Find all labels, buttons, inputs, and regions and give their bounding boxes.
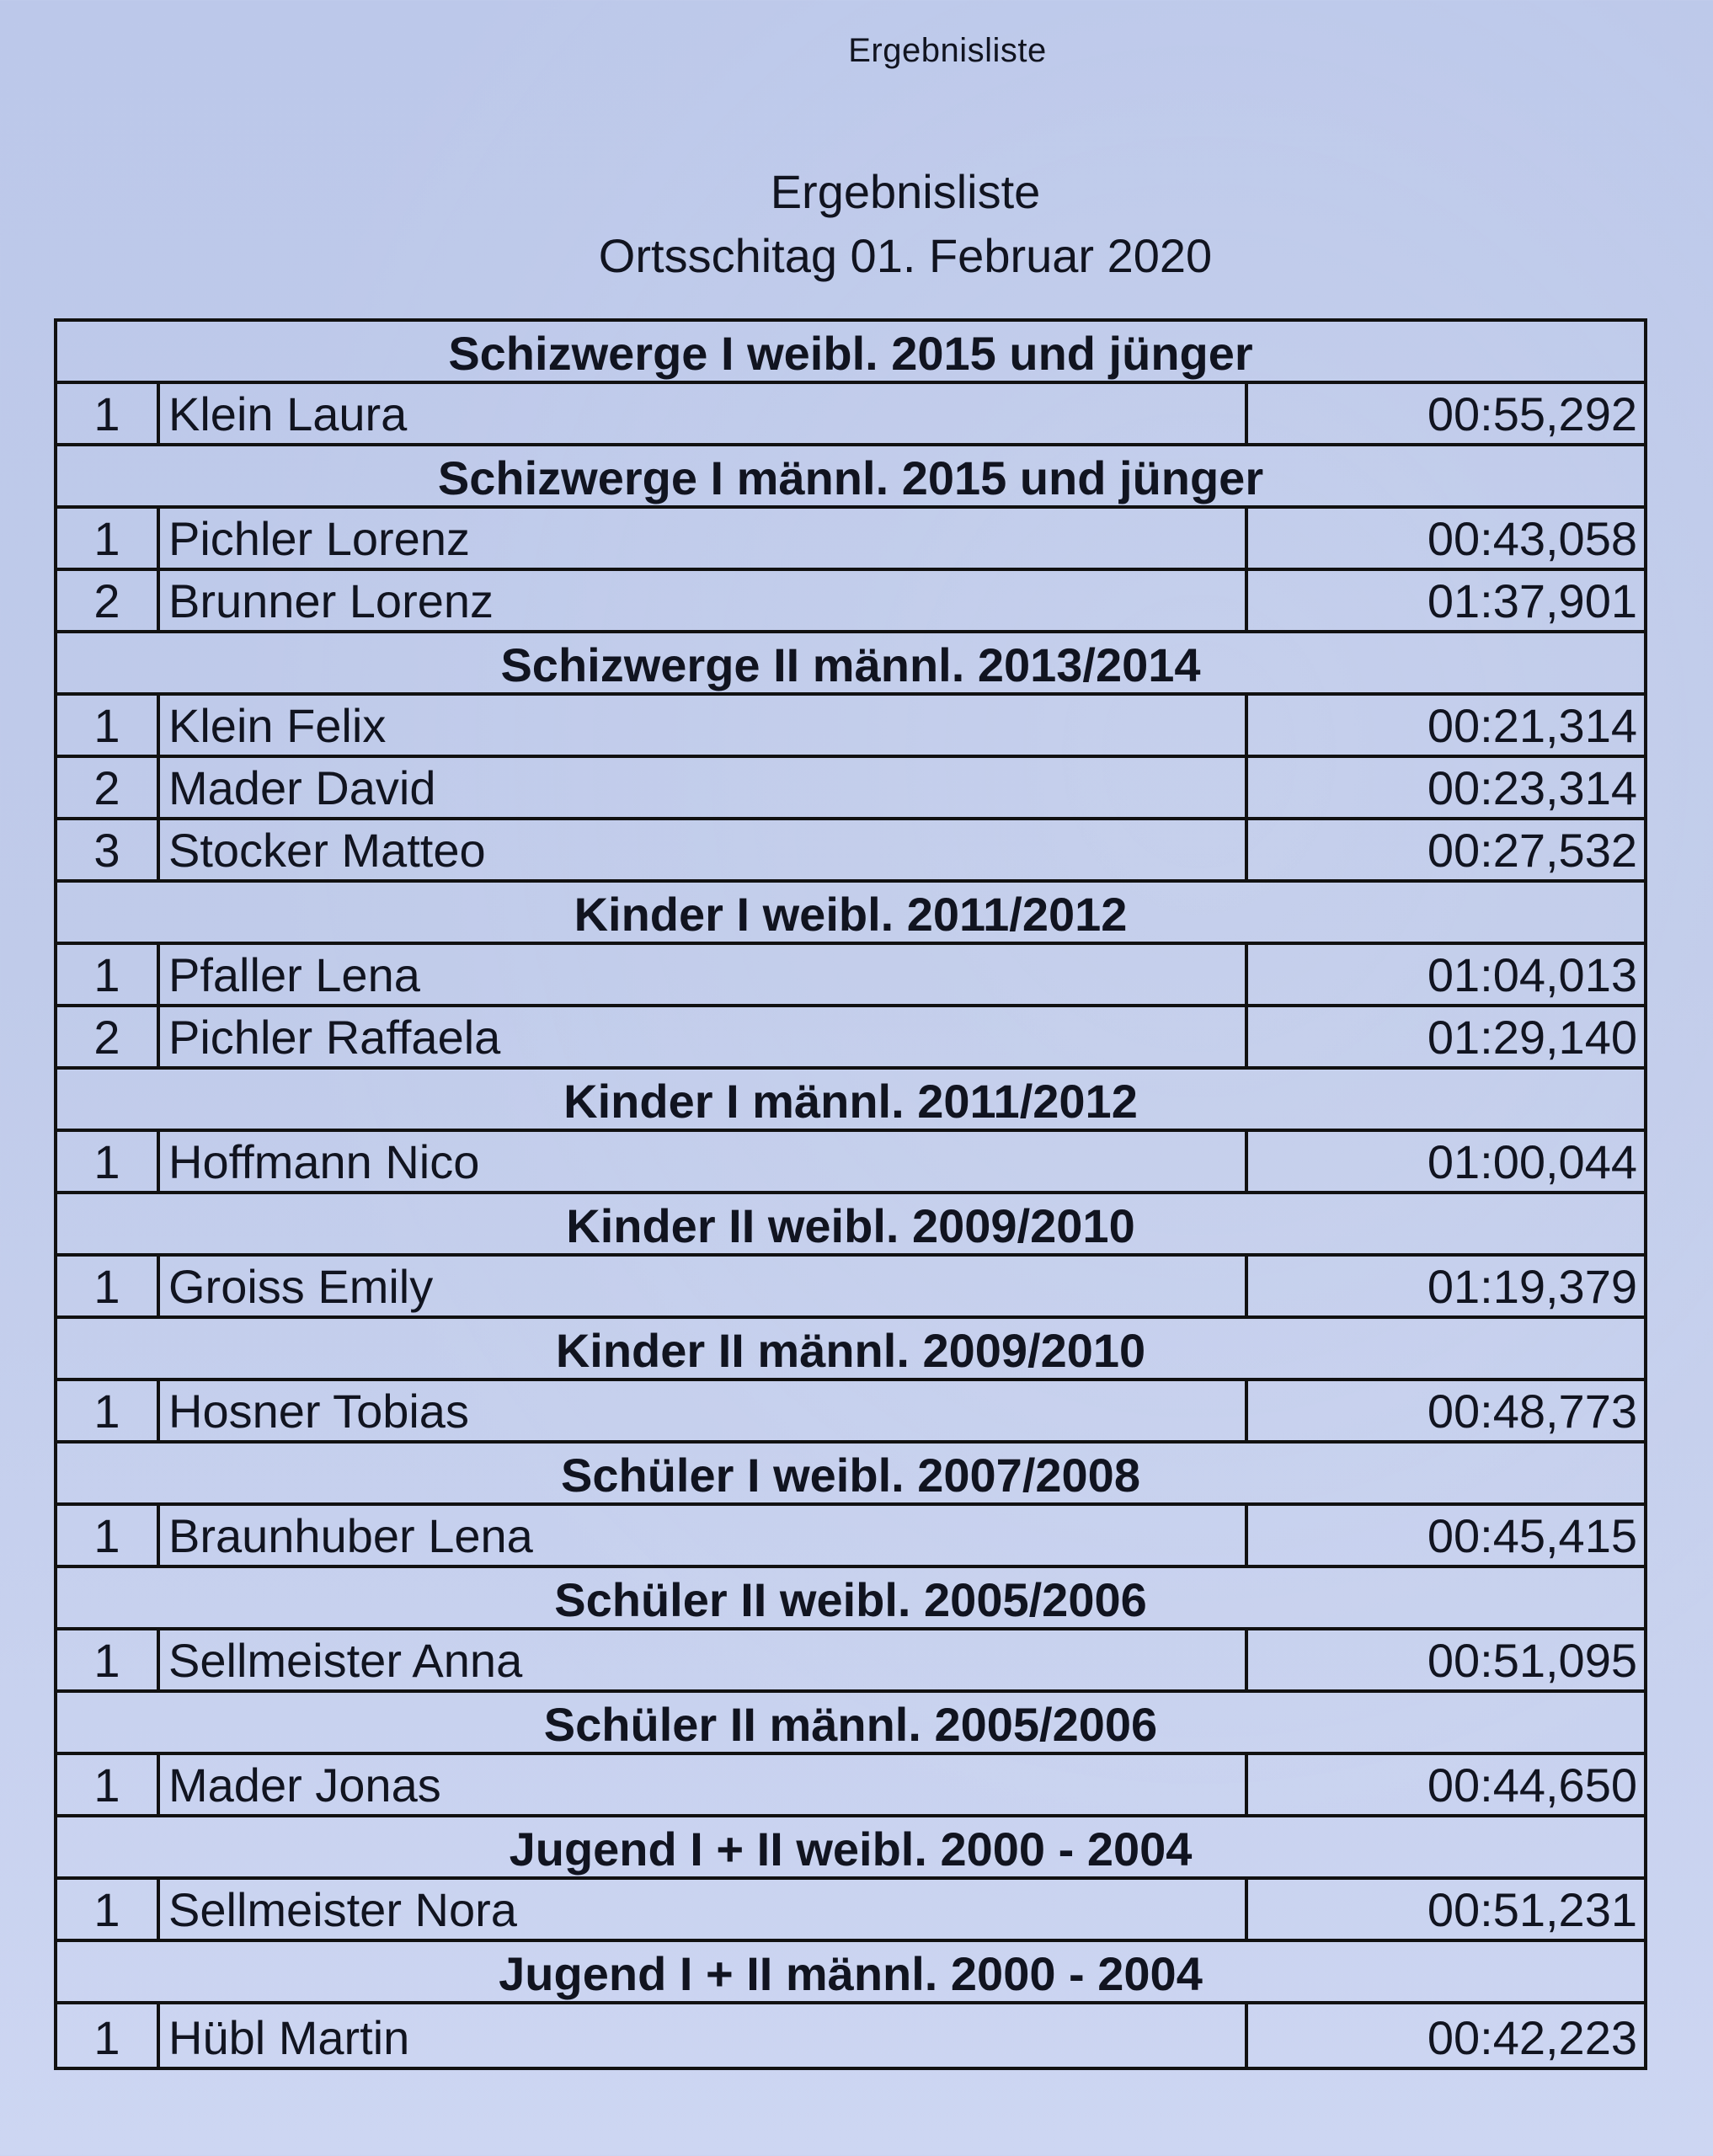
result-name: Mader Jonas bbox=[160, 1755, 1248, 1814]
result-name: Sellmeister Anna bbox=[160, 1630, 1248, 1689]
page-title: Ergebnisliste bbox=[770, 165, 1041, 218]
results-table bbox=[54, 318, 1647, 2070]
result-row bbox=[57, 1257, 1644, 1319]
result-time: 01:29,140 bbox=[1427, 1011, 1637, 1064]
result-time: 00:42,223 bbox=[1427, 2011, 1637, 2064]
result-time: 00:48,773 bbox=[1427, 1385, 1637, 1438]
result-row bbox=[57, 1381, 1644, 1444]
result-time: 00:21,314 bbox=[1427, 699, 1637, 752]
result-time: 00:23,314 bbox=[1427, 761, 1637, 814]
result-name: Groiss Emily bbox=[160, 1257, 1248, 1315]
result-rank: 1 bbox=[57, 509, 160, 568]
result-time: 01:37,901 bbox=[1427, 574, 1637, 627]
result-time: 00:27,532 bbox=[1427, 824, 1637, 877]
page-subtitle: Ortsschitag 01. Februar 2020 bbox=[598, 229, 1213, 282]
result-name: Pichler Raffaela bbox=[160, 1007, 1248, 1066]
result-name: Pichler Lorenz bbox=[160, 509, 1248, 568]
result-rank: 2 bbox=[57, 571, 160, 630]
result-time: 00:55,292 bbox=[1427, 387, 1637, 440]
category-heading: Kinder II weibl. 2009/2010 bbox=[57, 1194, 1644, 1257]
result-rank: 1 bbox=[57, 1880, 160, 1939]
result-row bbox=[57, 1007, 1644, 1070]
result-row bbox=[57, 1630, 1644, 1693]
category-heading: Kinder I weibl. 2011/2012 bbox=[57, 883, 1644, 945]
result-row bbox=[57, 571, 1644, 633]
result-row bbox=[57, 696, 1644, 758]
result-time: 00:45,415 bbox=[1427, 1509, 1637, 1562]
title-block bbox=[0, 160, 1713, 288]
result-time: 00:51,231 bbox=[1427, 1883, 1637, 1936]
category-heading: Kinder II männl. 2009/2010 bbox=[57, 1319, 1644, 1381]
result-name: Mader David bbox=[160, 758, 1248, 817]
result-rank: 1 bbox=[57, 945, 160, 1004]
result-row bbox=[57, 1880, 1644, 1942]
result-time: 00:51,095 bbox=[1427, 1634, 1637, 1687]
result-name: Klein Laura bbox=[160, 384, 1248, 443]
result-name: Klein Felix bbox=[160, 696, 1248, 755]
category-heading: Schüler I weibl. 2007/2008 bbox=[57, 1444, 1644, 1506]
result-time: 01:04,013 bbox=[1427, 948, 1637, 1001]
result-row bbox=[57, 509, 1644, 571]
category-heading: Schüler II männl. 2005/2006 bbox=[57, 1693, 1644, 1755]
result-rank: 1 bbox=[57, 384, 160, 443]
result-name: Braunhuber Lena bbox=[160, 1506, 1248, 1565]
result-rank: 1 bbox=[57, 1381, 160, 1440]
result-row bbox=[57, 1755, 1644, 1817]
result-rank: 1 bbox=[57, 1257, 160, 1315]
category-heading: Schizwerge I männl. 2015 und jünger bbox=[57, 446, 1644, 509]
category-heading: Schizwerge II männl. 2013/2014 bbox=[57, 633, 1644, 696]
result-rank: 1 bbox=[57, 1506, 160, 1565]
result-time: 00:44,650 bbox=[1427, 1758, 1637, 1812]
result-rank: 1 bbox=[57, 1132, 160, 1191]
result-row bbox=[57, 820, 1644, 883]
result-time: 01:00,044 bbox=[1427, 1135, 1637, 1188]
category-heading: Jugend I + II weibl. 2000 - 2004 bbox=[57, 1817, 1644, 1880]
result-time: 00:43,058 bbox=[1427, 512, 1637, 565]
category-heading: Schizwerge I weibl. 2015 und jünger bbox=[57, 322, 1644, 384]
result-row bbox=[57, 2004, 1644, 2067]
category-heading: Schüler II weibl. 2005/2006 bbox=[57, 1568, 1644, 1630]
category-heading: Jugend I + II männl. 2000 - 2004 bbox=[57, 1942, 1644, 2004]
result-rank: 2 bbox=[57, 1007, 160, 1066]
result-row bbox=[57, 945, 1644, 1007]
result-name: Hübl Martin bbox=[160, 2004, 1248, 2067]
running-header: Ergebnisliste bbox=[848, 32, 1047, 69]
result-rank: 2 bbox=[57, 758, 160, 817]
result-name: Pfaller Lena bbox=[160, 945, 1248, 1004]
result-rank: 3 bbox=[57, 820, 160, 879]
result-row bbox=[57, 758, 1644, 820]
result-row bbox=[57, 1506, 1644, 1568]
result-row bbox=[57, 1132, 1644, 1194]
result-time: 01:19,379 bbox=[1427, 1260, 1637, 1313]
result-row bbox=[57, 384, 1644, 446]
result-name: Sellmeister Nora bbox=[160, 1880, 1248, 1939]
result-name: Stocker Matteo bbox=[160, 820, 1248, 879]
result-name: Brunner Lorenz bbox=[160, 571, 1248, 630]
result-rank: 1 bbox=[57, 1755, 160, 1814]
result-rank: 1 bbox=[57, 2004, 160, 2067]
result-rank: 1 bbox=[57, 696, 160, 755]
category-heading: Kinder I männl. 2011/2012 bbox=[57, 1070, 1644, 1132]
result-name: Hoffmann Nico bbox=[160, 1132, 1248, 1191]
result-rank: 1 bbox=[57, 1630, 160, 1689]
result-name: Hosner Tobias bbox=[160, 1381, 1248, 1440]
